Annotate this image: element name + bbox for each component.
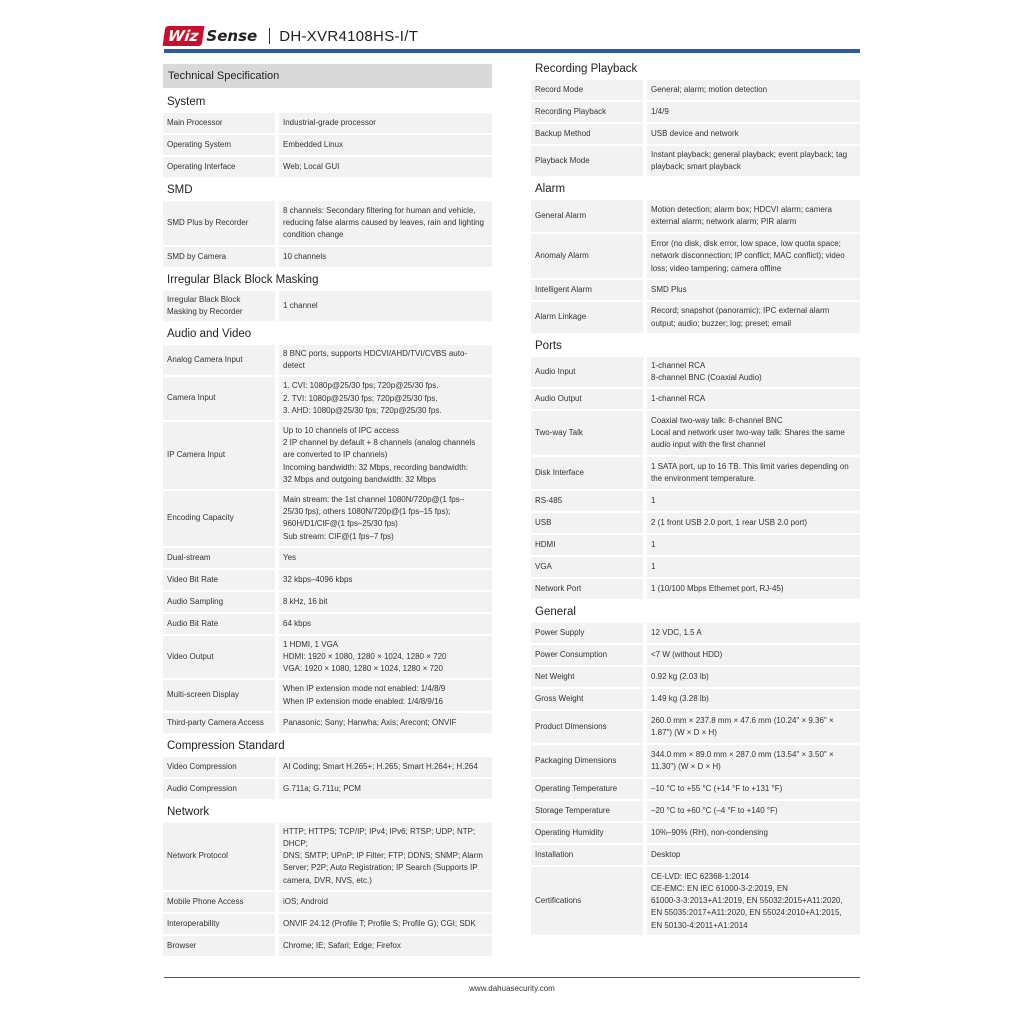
spec-row-analog-camera-input [163, 345, 492, 375]
spec-label: RS-485 [531, 491, 643, 511]
left-spec-column [163, 64, 492, 958]
spec-value: 8 channels: Secondary filtering for human and vehicle, reducing false alarms caused by leaves, rain and lighting condition change [279, 201, 492, 245]
spec-row-backup-method [531, 124, 860, 144]
logo-sense-text: Sense [206, 27, 258, 45]
spec-value: <7 W (without HDD) [647, 645, 860, 665]
spec-label: Playback Mode [531, 146, 643, 176]
spec-label: Network Port [531, 579, 643, 599]
spec-value: USB device and network [647, 124, 860, 144]
section-title-recording-playback: Recording Playback [535, 63, 638, 75]
spec-label: Interoperability [163, 914, 275, 934]
spec-value: 10%–90% (RH), non-condensing [647, 823, 860, 843]
spec-label: Net Weight [531, 667, 643, 687]
spec-label: Video Compression [163, 757, 275, 777]
spec-value: SMD Plus [647, 280, 860, 300]
spec-label: SMD by Camera [163, 247, 275, 267]
spec-row-alarm-linkage [531, 302, 860, 332]
spec-value: CE-LVD: IEC 62368-1:2014 CE-EMC: EN IEC 61000-3-2:2019, EN 61000-3-3:2013+A1:2019, EN 55032:2015+A11:2020, EN 55035:2017+A11:2020, EN 55024:2010+A1:2015, EN 50130-4:2011+A1:2014 [647, 867, 860, 935]
spec-title-bar: Technical Specification [163, 64, 492, 88]
spec-row-interoperability [163, 914, 492, 934]
spec-row-audio-output [531, 389, 860, 409]
spec-label: Browser [163, 936, 275, 956]
spec-label: Operating System [163, 135, 275, 155]
spec-row-installation [531, 845, 860, 865]
spec-row-encoding-capacity [163, 491, 492, 546]
spec-value: Desktop [647, 845, 860, 865]
spec-value: 1 [647, 491, 860, 511]
spec-value: 1-channel RCA [647, 389, 860, 409]
spec-value: 1. CVI: 1080p@25/30 fps; 720p@25/30 fps. 2. TVI: 1080p@25/30 fps; 720p@25/30 fps. 3. AHD: 1080p@25/30 fps; 720p@25/30 fps. [279, 377, 492, 420]
spec-row-power-consumption [531, 645, 860, 665]
spec-value: 1 [647, 557, 860, 577]
spec-value: 8 BNC ports, supports HDCVI/AHD/TVI/CVBS auto- detect [279, 345, 492, 375]
spec-label: Dual-stream [163, 548, 275, 568]
spec-row-operating-interface [163, 157, 492, 177]
spec-label: Main Processor [163, 113, 275, 133]
spec-row-audio-bit-rate [163, 614, 492, 634]
spec-row-multi-screen-display [163, 680, 492, 710]
spec-label: Two-way Talk [531, 411, 643, 455]
spec-label: Audio Bit Rate [163, 614, 275, 634]
spec-row-main-processor [163, 113, 492, 133]
spec-row-record-mode [531, 80, 860, 100]
logo-wiz-text: Wiz [163, 26, 205, 46]
spec-label: Power Supply [531, 623, 643, 643]
spec-value: Embedded Linux [279, 135, 492, 155]
spec-value: Coaxial two-way talk: 8-channel BNC Local and network user two-way talk: Shares the same audio input with the first channel [647, 411, 860, 455]
section-title-ports: Ports [535, 339, 562, 352]
spec-value: Up to 10 channels of IPC access 2 IP channel by default + 8 channels (analog channels are converted to IP channels) Incoming bandwidth: 32 Mbps, recording bandwidth: 32 Mbps and outgoing bandwidth: 32 Mbps [279, 422, 492, 489]
spec-label: Intelligent Alarm [531, 280, 643, 300]
spec-value: 8 kHz, 16 bit [279, 592, 492, 612]
spec-label: Anomaly Alarm [531, 234, 643, 278]
spec-value: General; alarm; motion detection [647, 80, 860, 100]
spec-label: SMD Plus by Recorder [163, 201, 275, 245]
spec-row-general-alarm [531, 200, 860, 232]
spec-label: Product Dimensions [531, 711, 643, 743]
spec-row-smd-plus-by-recorder [163, 201, 492, 245]
spec-value: 1.49 kg (3.28 lb) [647, 689, 860, 709]
spec-label: Irregular Black Block Masking by Recorder [163, 291, 275, 321]
spec-value: 2 (1 front USB 2.0 port, 1 rear USB 2.0 port) [647, 513, 860, 533]
spec-value: Web; Local GUI [279, 157, 492, 177]
spec-row-product-dimensions [531, 711, 860, 743]
spec-label: Record Mode [531, 80, 643, 100]
spec-label: Power Consumption [531, 645, 643, 665]
spec-row-intelligent-alarm [531, 280, 860, 300]
spec-row-ip-camera-input [163, 422, 492, 489]
spec-label: HDMI [531, 535, 643, 555]
spec-label: Camera Input [163, 377, 275, 420]
header-blue-bar [164, 49, 860, 53]
spec-row-usb [531, 513, 860, 533]
spec-label: VGA [531, 557, 643, 577]
header-divider [269, 28, 270, 44]
spec-value: 1 channel [279, 291, 492, 321]
spec-label: Operating Humidity [531, 823, 643, 843]
spec-row-audio-sampling [163, 592, 492, 612]
spec-row-operating-system [163, 135, 492, 155]
spec-value: 1 [647, 535, 860, 555]
spec-row-irregular-black-block-masking-by-recorder [163, 291, 492, 321]
spec-row-packaging-dimensions [531, 745, 860, 777]
spec-value: HTTP; HTTPS; TCP/IP; IPv4; IPv6; RTSP; UDP; NTP; DHCP; DNS; SMTP; UPnP; IP Filter; FTP; DDNS; SNMP; Alarm Server; P2P; Auto Registration; IP Search (Supports IP camera, DVR, NVS, etc.) [279, 823, 492, 890]
spec-value: AI Coding; Smart H.265+; H.265; Smart H.264+; H.264 [279, 757, 492, 777]
spec-row-third-party-camera-access [163, 713, 492, 733]
spec-label: General Alarm [531, 200, 643, 232]
spec-row-net-weight [531, 667, 860, 687]
model-number: DH-XVR4108HS-I/T [279, 27, 419, 45]
right-spec-column [531, 58, 860, 937]
spec-row-browser [163, 936, 492, 956]
spec-value: Motion detection; alarm box; HDCVI alarm; camera external alarm; network alarm; PIR alarm [647, 200, 860, 232]
spec-value: Panasonic; Sony; Hanwha; Axis; Arecont; ONVIF [279, 713, 492, 733]
spec-value: Record; snapshot (panoramic); IPC external alarm output; audio; buzzer; log; preset; email [647, 302, 860, 332]
spec-row-video-compression [163, 757, 492, 777]
footer-url: www.dahuasecurity.com [469, 984, 555, 993]
spec-label: Audio Output [531, 389, 643, 409]
spec-value: Error (no disk, disk error, low space, low quota space; network disconnection; IP conflict; MAC conflict); video loss; video tampering; camera offline [647, 234, 860, 278]
spec-row-gross-weight [531, 689, 860, 709]
spec-value: 32 kbps–4096 kbps [279, 570, 492, 590]
spec-value: 0.92 kg (2.03 lb) [647, 667, 860, 687]
spec-row-certifications [531, 867, 860, 935]
spec-row-dual-stream [163, 548, 492, 568]
spec-label: Disk Interface [531, 457, 643, 489]
spec-label: Encoding Capacity [163, 491, 275, 546]
spec-value: 10 channels [279, 247, 492, 267]
spec-value: 1/4/9 [647, 102, 860, 122]
spec-value: iOS; Android [279, 892, 492, 912]
spec-label: Alarm Linkage [531, 302, 643, 332]
spec-label: Recording Playback [531, 102, 643, 122]
spec-value: Chrome; IE; Safari; Edge; Firefox [279, 936, 492, 956]
footer-divider [164, 977, 860, 978]
spec-label: IP Camera Input [163, 422, 275, 489]
spec-row-playback-mode [531, 146, 860, 176]
spec-row-video-bit-rate [163, 570, 492, 590]
spec-label: Video Output [163, 636, 275, 679]
spec-value: 1 SATA port, up to 16 TB. This limit varies depending on the environment temperature. [647, 457, 860, 489]
spec-value: Industrial-grade processor [279, 113, 492, 133]
spec-label: Audio Sampling [163, 592, 275, 612]
spec-value: Instant playback; general playback; event playback; tag playback; smart playback [647, 146, 860, 176]
spec-label: Backup Method [531, 124, 643, 144]
spec-value: 12 VDC, 1.5 A [647, 623, 860, 643]
spec-label: Third-party Camera Access [163, 713, 275, 733]
spec-value: 260.0 mm × 237.8 mm × 47.6 mm (10.24" × 9.36" × 1.87") (W × D × H) [647, 711, 860, 743]
spec-value: –20 °C to +60 °C (–4 °F to +140 °F) [647, 801, 860, 821]
spec-label: Certifications [531, 867, 643, 935]
spec-label: Storage Temperature [531, 801, 643, 821]
section-title-audio-and-video: Audio and Video [167, 328, 252, 340]
spec-value: 344.0 mm × 89.0 mm × 287.0 mm (13.54" × 3.50" × 11.30") (W × D × H) [647, 745, 860, 777]
spec-row-smd-by-camera [163, 247, 492, 267]
spec-value: Yes [279, 548, 492, 568]
spec-row-video-output [163, 636, 492, 679]
spec-value: 64 kbps [279, 614, 492, 634]
spec-row-recording-playback [531, 102, 860, 122]
spec-row-network-protocol [163, 823, 492, 890]
section-title-irregular-black-block-masking: Irregular Black Block Masking [167, 274, 319, 286]
spec-row-anomaly-alarm [531, 234, 860, 278]
spec-label: Network Protocol [163, 823, 275, 890]
spec-row-power-supply [531, 623, 860, 643]
spec-row-mobile-phone-access [163, 892, 492, 912]
spec-row-rs-485 [531, 491, 860, 511]
spec-label: Analog Camera Input [163, 345, 275, 375]
spec-label: Packaging Dimensions [531, 745, 643, 777]
spec-value: –10 °C to +55 °C (+14 °F to +131 °F) [647, 779, 860, 799]
spec-label: Mobile Phone Access [163, 892, 275, 912]
spec-label: Operating Interface [163, 157, 275, 177]
spec-label: Installation [531, 845, 643, 865]
section-title-system: System [167, 96, 206, 108]
spec-value: ONVIF 24.12 (Profile T; Profile S; Profile G); CGI; SDK [279, 914, 492, 934]
spec-label: Audio Input [531, 357, 643, 387]
spec-value: When IP extension mode not enabled: 1/4/8/9 When IP extension mode enabled: 1/4/8/9/16 [279, 680, 492, 710]
wizsense-logo [164, 26, 257, 46]
spec-value: 1-channel RCA 8-channel BNC (Coaxial Audio) [647, 357, 860, 387]
spec-label: Operating Temperature [531, 779, 643, 799]
spec-row-audio-compression [163, 779, 492, 799]
page-header [164, 22, 418, 50]
section-title-compression-standard: Compression Standard [167, 739, 285, 752]
spec-value: 1 HDMI, 1 VGA HDMI: 1920 × 1080, 1280 × 1024, 1280 × 720 VGA: 1920 × 1080, 1280 × 1024, 1280 × 720 [279, 636, 492, 679]
section-title-smd: SMD [167, 184, 193, 196]
section-title-network: Network [167, 805, 210, 818]
spec-row-two-way-talk [531, 411, 860, 455]
spec-value: G.711a; G.711u; PCM [279, 779, 492, 799]
spec-row-operating-temperature [531, 779, 860, 799]
spec-label: Multi-screen Display [163, 680, 275, 710]
spec-row-disk-interface [531, 457, 860, 489]
spec-label: USB [531, 513, 643, 533]
spec-row-audio-input [531, 357, 860, 387]
spec-row-vga [531, 557, 860, 577]
spec-row-network-port [531, 579, 860, 599]
spec-value: Main stream: the 1st channel 1080N/720p@(1 fps– 25/30 fps), others 1080N/720p@(1 fps–15 fps); 960H/D1/CIF@(1 fps–25/30 fps) Sub stream: CIF@(1 fps–7 fps) [279, 491, 492, 546]
spec-row-hdmi [531, 535, 860, 555]
spec-row-camera-input [163, 377, 492, 420]
section-title-alarm: Alarm [535, 183, 566, 196]
spec-label: Audio Compression [163, 779, 275, 799]
spec-row-operating-humidity [531, 823, 860, 843]
spec-value: 1 (10/100 Mbps Ethernet port, RJ-45) [647, 579, 860, 599]
spec-label: Gross Weight [531, 689, 643, 709]
spec-label: Video Bit Rate [163, 570, 275, 590]
spec-row-storage-temperature [531, 801, 860, 821]
section-title-general: General [535, 606, 576, 619]
